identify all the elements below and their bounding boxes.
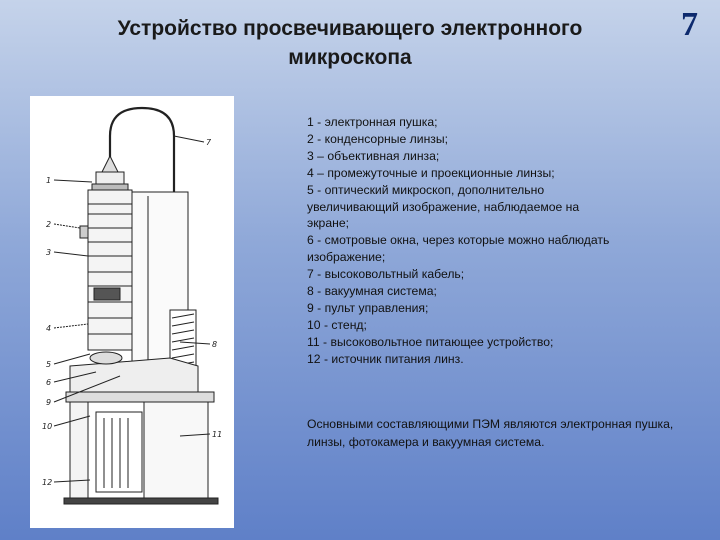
legend-item-2: 2 - конденсорные линзы; [307,131,449,146]
legend-item-1: 1 - электронная пушка; [307,115,438,129]
legend-item-4: 4 – промежуточные и проекционные линзы; [307,165,555,180]
legend-item-3: 3 – объективная линза; [307,148,440,163]
legend-item-11: 11 - высоковольтное питающее устройство; [307,334,554,349]
legend-item-7: 7 - высоковольтный кабель; [307,267,465,282]
hv-supply-drawing [144,402,208,498]
callout-5: 5 [46,360,52,369]
slide-number: 7 [681,6,698,43]
legend-item-5: 5 - оптический микроскоп, дополнительно увеличивающий изображение, наблюдаемое на экране; [307,182,580,231]
lens-supply-drawing [96,412,142,492]
legend-item-9: 9 - пульт управления; [307,300,429,315]
callout-11: 11 [212,430,223,439]
legend-item-6: 6 - смотровые окна, через которые можно наблюдать изображение; [307,233,610,265]
callout-4: 4 [46,324,52,333]
control-desk-drawing [70,358,198,392]
legend-item-8: 8 - вакуумная система; [307,284,437,299]
callout-10: 10 [42,422,53,431]
callout-6: 6 [46,378,52,387]
callout-1: 1 [46,176,52,185]
callout-8: 8 [212,340,218,349]
callout-7: 7 [206,138,212,147]
table-top-drawing [66,392,214,402]
slide-title-line-2: микроскопа [288,46,412,69]
microscope-drawing [30,96,234,528]
legend-item-10: 10 - стенд; [307,317,367,332]
microscope-diagram [30,96,234,528]
callout-12: 12 [42,478,53,487]
slide-title-line-1: Устройство просвечивающего электронного [117,17,583,40]
callout-2: 2 [46,220,52,229]
callout-3: 3 [46,248,52,257]
legend-item-12: 12 - источник питания линз. [307,351,464,366]
gun-cap-drawing [102,156,118,172]
slide-title [60,14,640,72]
summary-text: Основными составляющими ПЭМ являются электронная пушка, линзы, фотокамера и вакуумная система. [307,417,674,449]
legend-list [307,114,687,368]
callout-9: 9 [46,398,52,407]
